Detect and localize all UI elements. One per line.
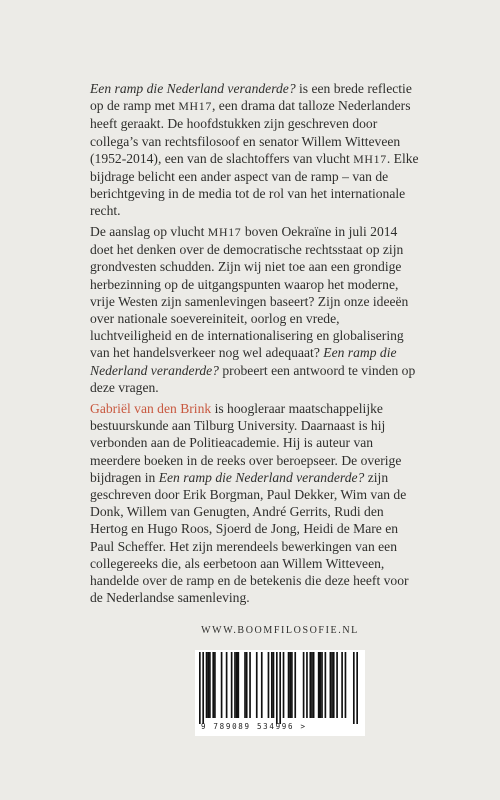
barcode-bar (321, 652, 323, 718)
barcode-bar (313, 652, 315, 718)
barcode-bar (336, 652, 338, 718)
flight-code: MH17 (353, 151, 387, 166)
flight-code: MH17 (207, 225, 242, 239)
barcode-bar (244, 652, 246, 718)
barcode-bar (341, 652, 343, 718)
barcode-digits: 9 789089 534996 > (201, 722, 307, 731)
text-run: boven Oekraïne in juli 2014 doet het denken over de democratische rechtsstaat op zijn grondvesten schudden. Zijn wij niet toe aan een grondige herbezinning op de uitgangspunten waarop het moderne, vrije Westen zijn samenlevingen baseert? Zijn onze ideeën over nationale soevereiniteit, oorlog en vrede, luchtveiligheid en de internationalisering en globalisering van het handelsverkeer nog wel adequaat? (90, 224, 409, 361)
book-title: Een ramp die Nederland veranderde? (90, 345, 397, 378)
paragraph-author (90, 400, 423, 606)
barcode-bar (306, 652, 308, 718)
barcode-bar (231, 652, 233, 718)
book-title: Een ramp die Nederland veranderde? (158, 469, 365, 485)
flight-code: MH17 (178, 99, 212, 114)
barcode-bar (333, 652, 335, 718)
book-title: Een ramp die Nederland veranderde? (90, 81, 296, 96)
barcode-bar (261, 652, 263, 718)
barcode-bar (199, 652, 201, 724)
barcode-bar (207, 652, 209, 718)
barcode-bar (303, 652, 305, 718)
barcode-bar (311, 652, 313, 718)
barcode-bar (249, 652, 251, 718)
text-run: is hoogleraar maatschappelijke bestuurskunde aan Tilburg University. Daarnaast is hij verbonden aan de Politieacademie. Hij is auteur van meerdere boeken in de reeks over beroepseer. De overige bijdragen in (90, 401, 402, 485)
barcode-bar (212, 652, 214, 718)
paragraph-questions (90, 223, 423, 396)
author-name: Gabriël van den Brink (90, 401, 212, 416)
barcode-bar (276, 652, 278, 724)
barcode-bars (199, 652, 358, 724)
barcode-bar (234, 652, 236, 718)
publisher-website: WWW.BOOMFILOSOFIE.NL (201, 625, 359, 636)
barcode-bar (330, 652, 332, 718)
barcode-bar (246, 652, 248, 718)
text-run: . Elke bijdrage belicht een ander aspect van de ramp – van de berichtgeving in de media tot de rol van het internationale recht. (90, 150, 419, 219)
barcode-bar (294, 652, 296, 718)
barcode-bar (226, 652, 228, 718)
barcode-bar (209, 652, 211, 718)
text-run: De aanslag op vlucht (90, 224, 208, 239)
barcode-bar (221, 652, 223, 718)
text-run: probeert een antwoord te vinden op deze vragen. (90, 362, 416, 395)
barcode-bar (273, 652, 275, 718)
barcode-bar (309, 652, 311, 718)
text-run: , een drama dat talloze Nederlanders heeft geraakt. De hoofdstukken zijn geschreven door collega’s van rechtsfilosoof en senator Willem Witteveen (1952-2014), een van de slachtoffers van vlucht (90, 98, 411, 166)
barcode-bar (289, 652, 291, 718)
barcode-bar (268, 652, 270, 718)
barcode-bar (271, 652, 273, 718)
barcode-bar (236, 652, 238, 718)
barcode-bar (237, 652, 239, 718)
paragraph-intro (90, 80, 423, 220)
barcode-bar (202, 652, 204, 724)
barcode-bar (356, 652, 358, 724)
barcode-bar (345, 652, 347, 718)
barcode-bar (288, 652, 290, 718)
barcode-bar (353, 652, 355, 724)
barcode-bar (206, 652, 208, 718)
barcode-bar (320, 652, 322, 718)
text-run: is een brede reflectie op de ramp met (90, 81, 412, 114)
barcode-bar (283, 652, 285, 718)
barcode-bar (256, 652, 258, 718)
barcode-bar (325, 652, 327, 718)
barcode (195, 650, 365, 736)
barcode-bar (331, 652, 333, 718)
barcode-bar (279, 652, 281, 724)
barcode-bar (318, 652, 320, 718)
text-run: zijn geschreven door Erik Borgman, Paul Dekker, Wim van de Donk, Willem van Genugten, André Gerrits, Rudi den Hertog en Hugo Roos, Sjoerd de Jong, Heidi de Mare en Paul Scheffer. Het zijn merendeels bewerkingen van een collegereeks die, als eerbetoon aan Willem Witteveen, handelde over de ramp en de betekenis die deze heeft voor de Nederlandse samenleving. (90, 469, 409, 606)
barcode-bar (214, 652, 216, 718)
barcode-bar (291, 652, 293, 718)
